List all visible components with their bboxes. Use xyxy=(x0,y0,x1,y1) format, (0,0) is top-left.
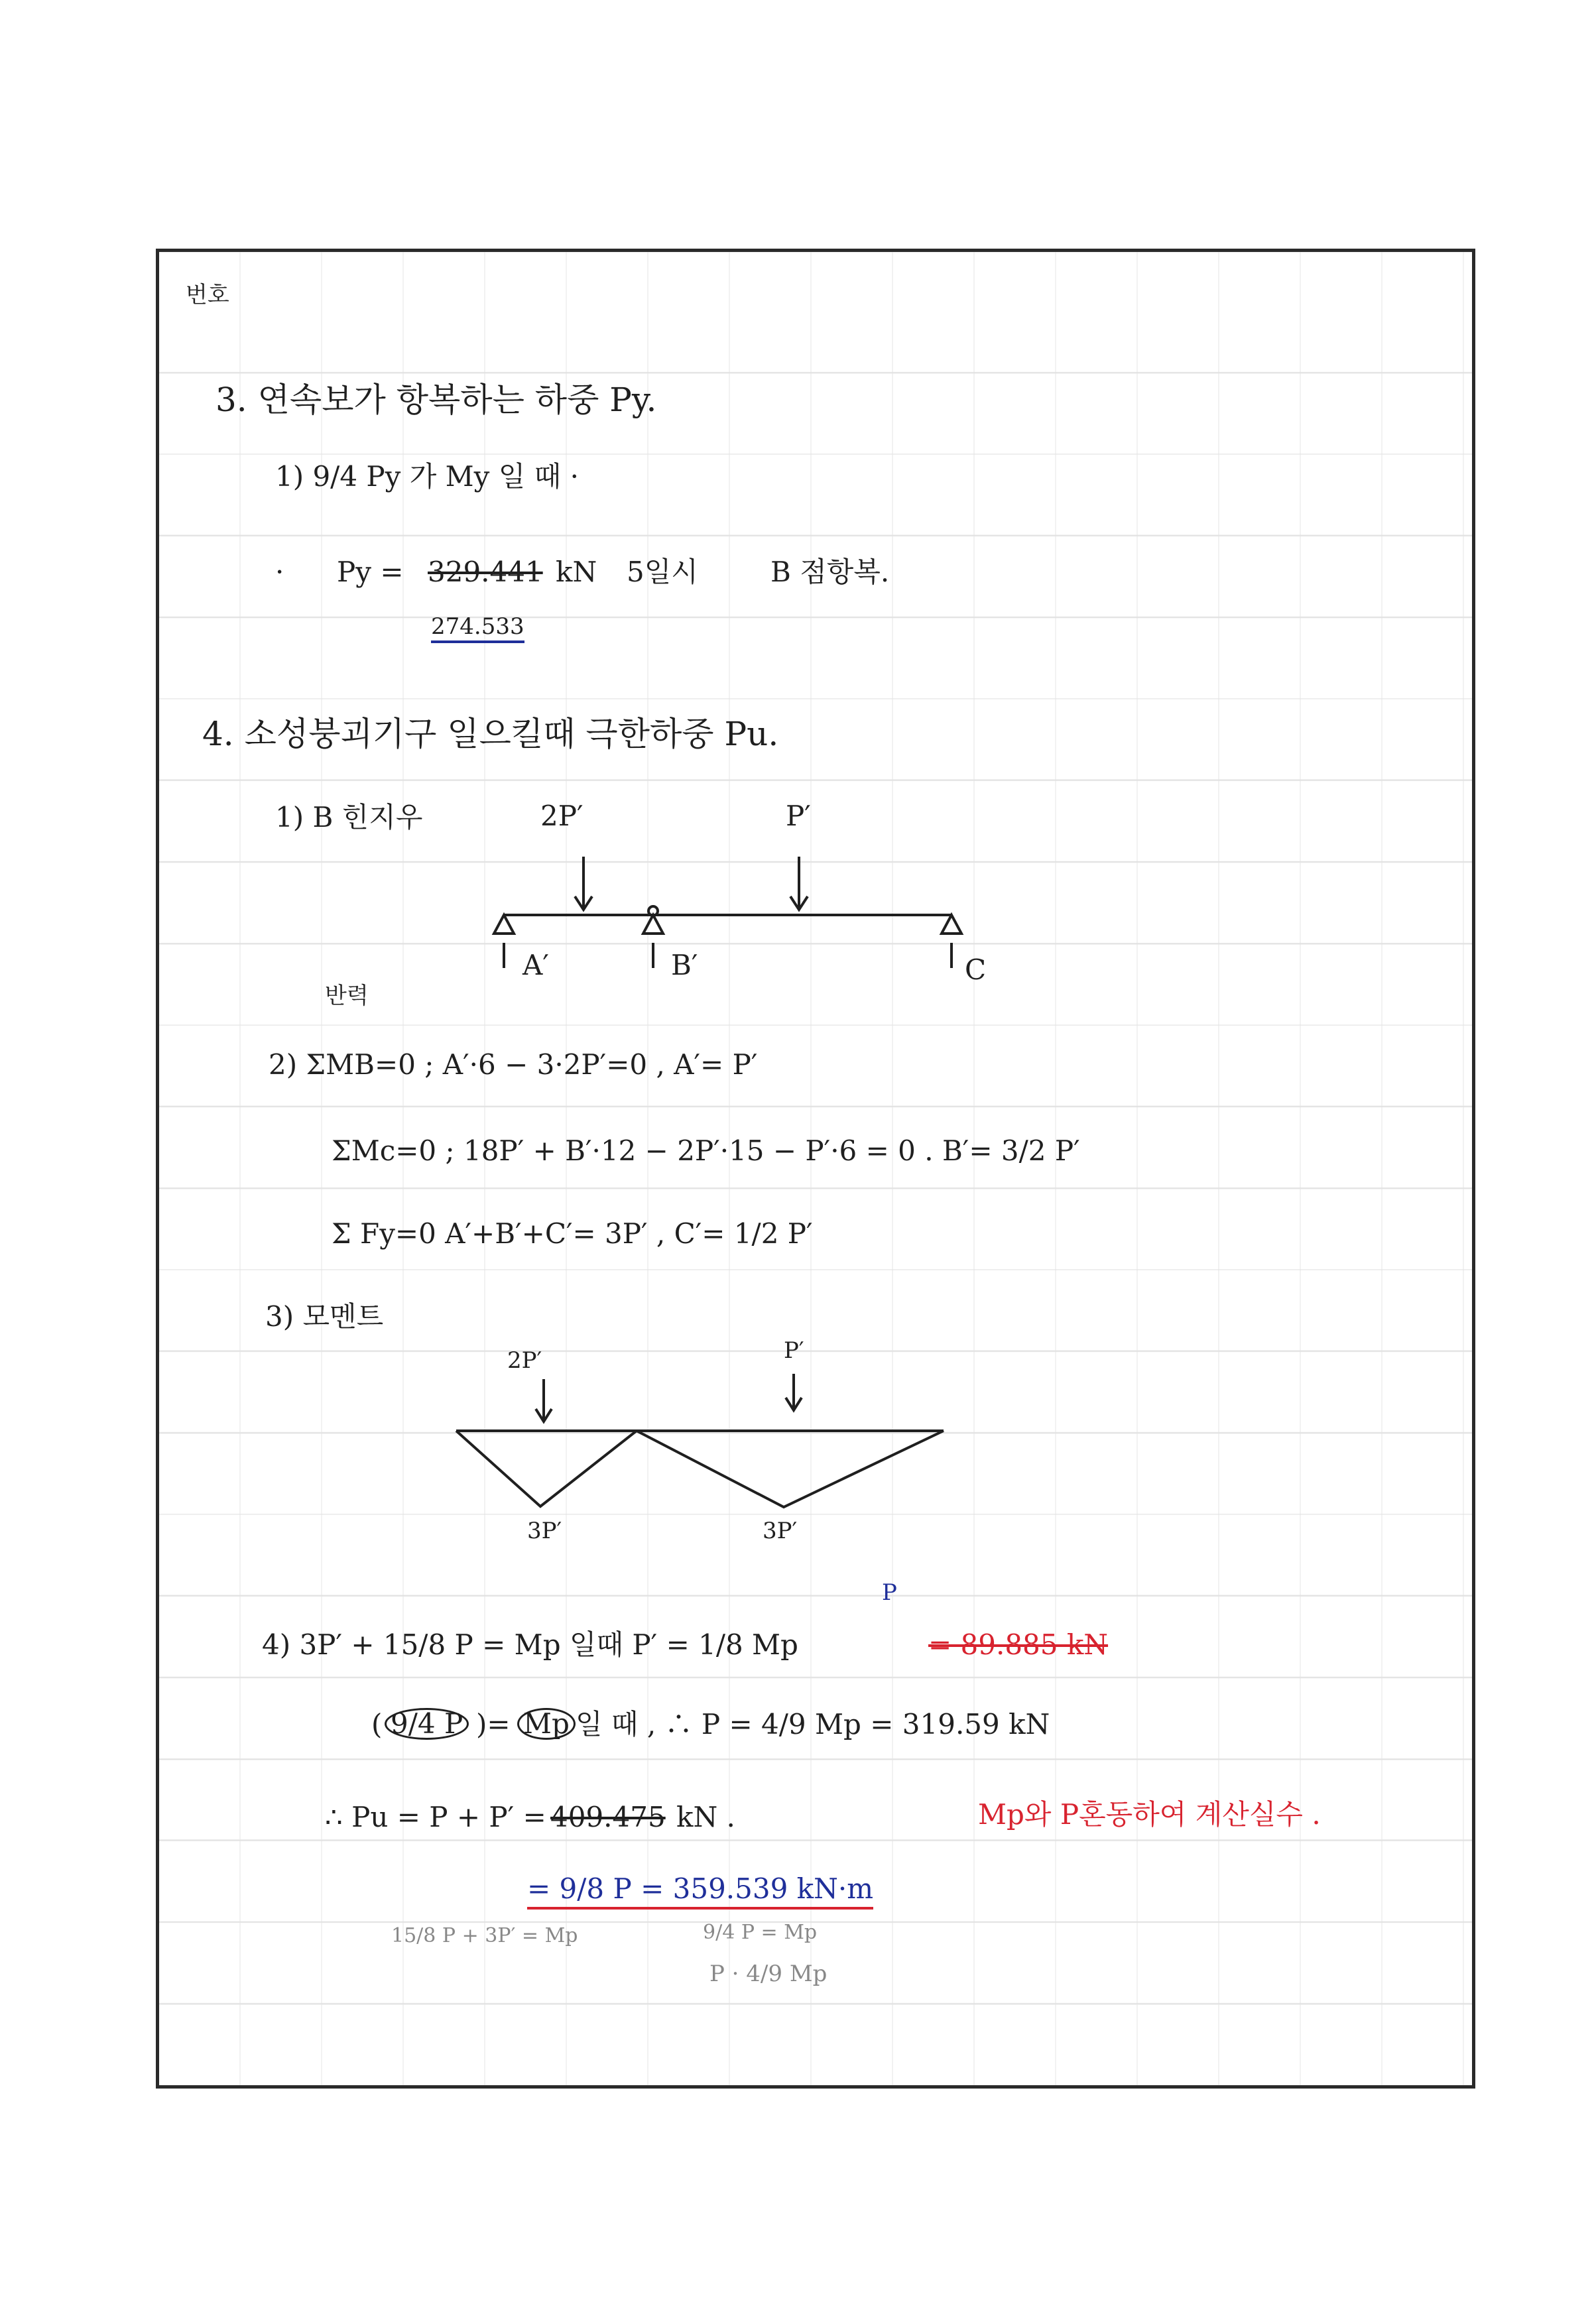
q4-step4-line2-mid: )= xyxy=(476,1708,511,1740)
reaction-label: 반력 xyxy=(325,983,369,1009)
load-p-label: P′ xyxy=(786,800,811,832)
bmd-span-bc xyxy=(637,1431,944,1507)
q4-step4-line3: ∴ Pu = P + P′ = xyxy=(325,1801,546,1833)
red-correction-note: Mp와 P혼동하여 계산실수 . xyxy=(978,1798,1321,1831)
load-2p-label: 2P′ xyxy=(540,800,583,832)
support-b-label: B′ xyxy=(671,949,698,981)
bmd-value-1: 3P′ xyxy=(527,1518,562,1544)
scratch-note-1: 15/8 P + 3P′ = Mp xyxy=(391,1924,578,1947)
scratch-note-2: 9/4 P = Mp xyxy=(703,1921,818,1944)
q4-step2-line3: Σ Fy=0 A′+B′+C′= 3P′ , C′= 1/2 P′ xyxy=(332,1217,813,1250)
bmd-span-ab xyxy=(456,1431,637,1506)
q3-eq-note2: B 점항복. xyxy=(770,556,890,588)
q3-eq-note1: 5일시 xyxy=(627,556,698,588)
q4-step1: 1) B 힌지우 xyxy=(275,801,423,833)
q4-step4-line2-frac: 9/4 P xyxy=(385,1708,469,1740)
scratch-note-3: P · 4/9 Mp xyxy=(709,1961,828,1987)
support-a-label: A′ xyxy=(522,949,549,981)
q4-step4-p-correction: P xyxy=(882,1579,897,1606)
q4-step4-line3-struck: 409.475 xyxy=(550,1801,666,1833)
q3-eq-unit: kN xyxy=(556,556,597,588)
bmd-load-2p-label: 2P′ xyxy=(507,1347,542,1374)
q4-step3: 3) 모멘트 xyxy=(265,1300,384,1333)
bmd-load-p-label: P′ xyxy=(784,1337,804,1364)
q4-step2-line2: ΣMc=0 ; 18P′ + B′·12 − 2P′·15 − P′·6 = 0 . B′= 3/2 P′ xyxy=(332,1134,1080,1167)
sheet-number-label: 번호 xyxy=(186,282,229,308)
q4-step2-line1: 2) ΣMB=0 ; A′·6 − 3·2P′=0 , A′= P′ xyxy=(269,1048,758,1081)
q4-title: 4. 소성붕괴기구 일으킬때 극한하중 Pu. xyxy=(202,715,779,753)
q3-eq-struck-value: 329.441 xyxy=(428,556,543,588)
q3-dot: · xyxy=(275,556,284,588)
q4-step4-line4: = 9/8 P = 359.539 kN·m xyxy=(527,1875,873,1910)
q4-step4-line2-rest: 일 때 , ∴ P = 4/9 Mp = 319.59 kN xyxy=(576,1708,1050,1740)
answer-sheet xyxy=(156,249,1475,2089)
q3-eq-value: 274.533 xyxy=(431,615,524,643)
q3-step1: 1) 9/4 Py 가 My 일 때 · xyxy=(275,460,579,493)
q3-eq-lhs: Py = xyxy=(337,556,404,588)
q4-step4-line2-open: ( xyxy=(371,1708,383,1740)
q4-step4-line1: 4) 3P′ + 15/8 P = Mp 일때 P′ = 1/8 Mp xyxy=(262,1628,798,1661)
q4-step4-struck-value: = 89.885 kN xyxy=(928,1628,1109,1661)
bmd-value-2: 3P′ xyxy=(763,1518,798,1544)
q4-step4-line3-unit: kN . xyxy=(676,1801,735,1833)
support-c-label: C xyxy=(965,953,987,986)
q4-step4-line2-mp: Mp xyxy=(517,1708,576,1740)
q3-title: 3. 연속보가 항복하는 하중 Py. xyxy=(215,381,657,419)
